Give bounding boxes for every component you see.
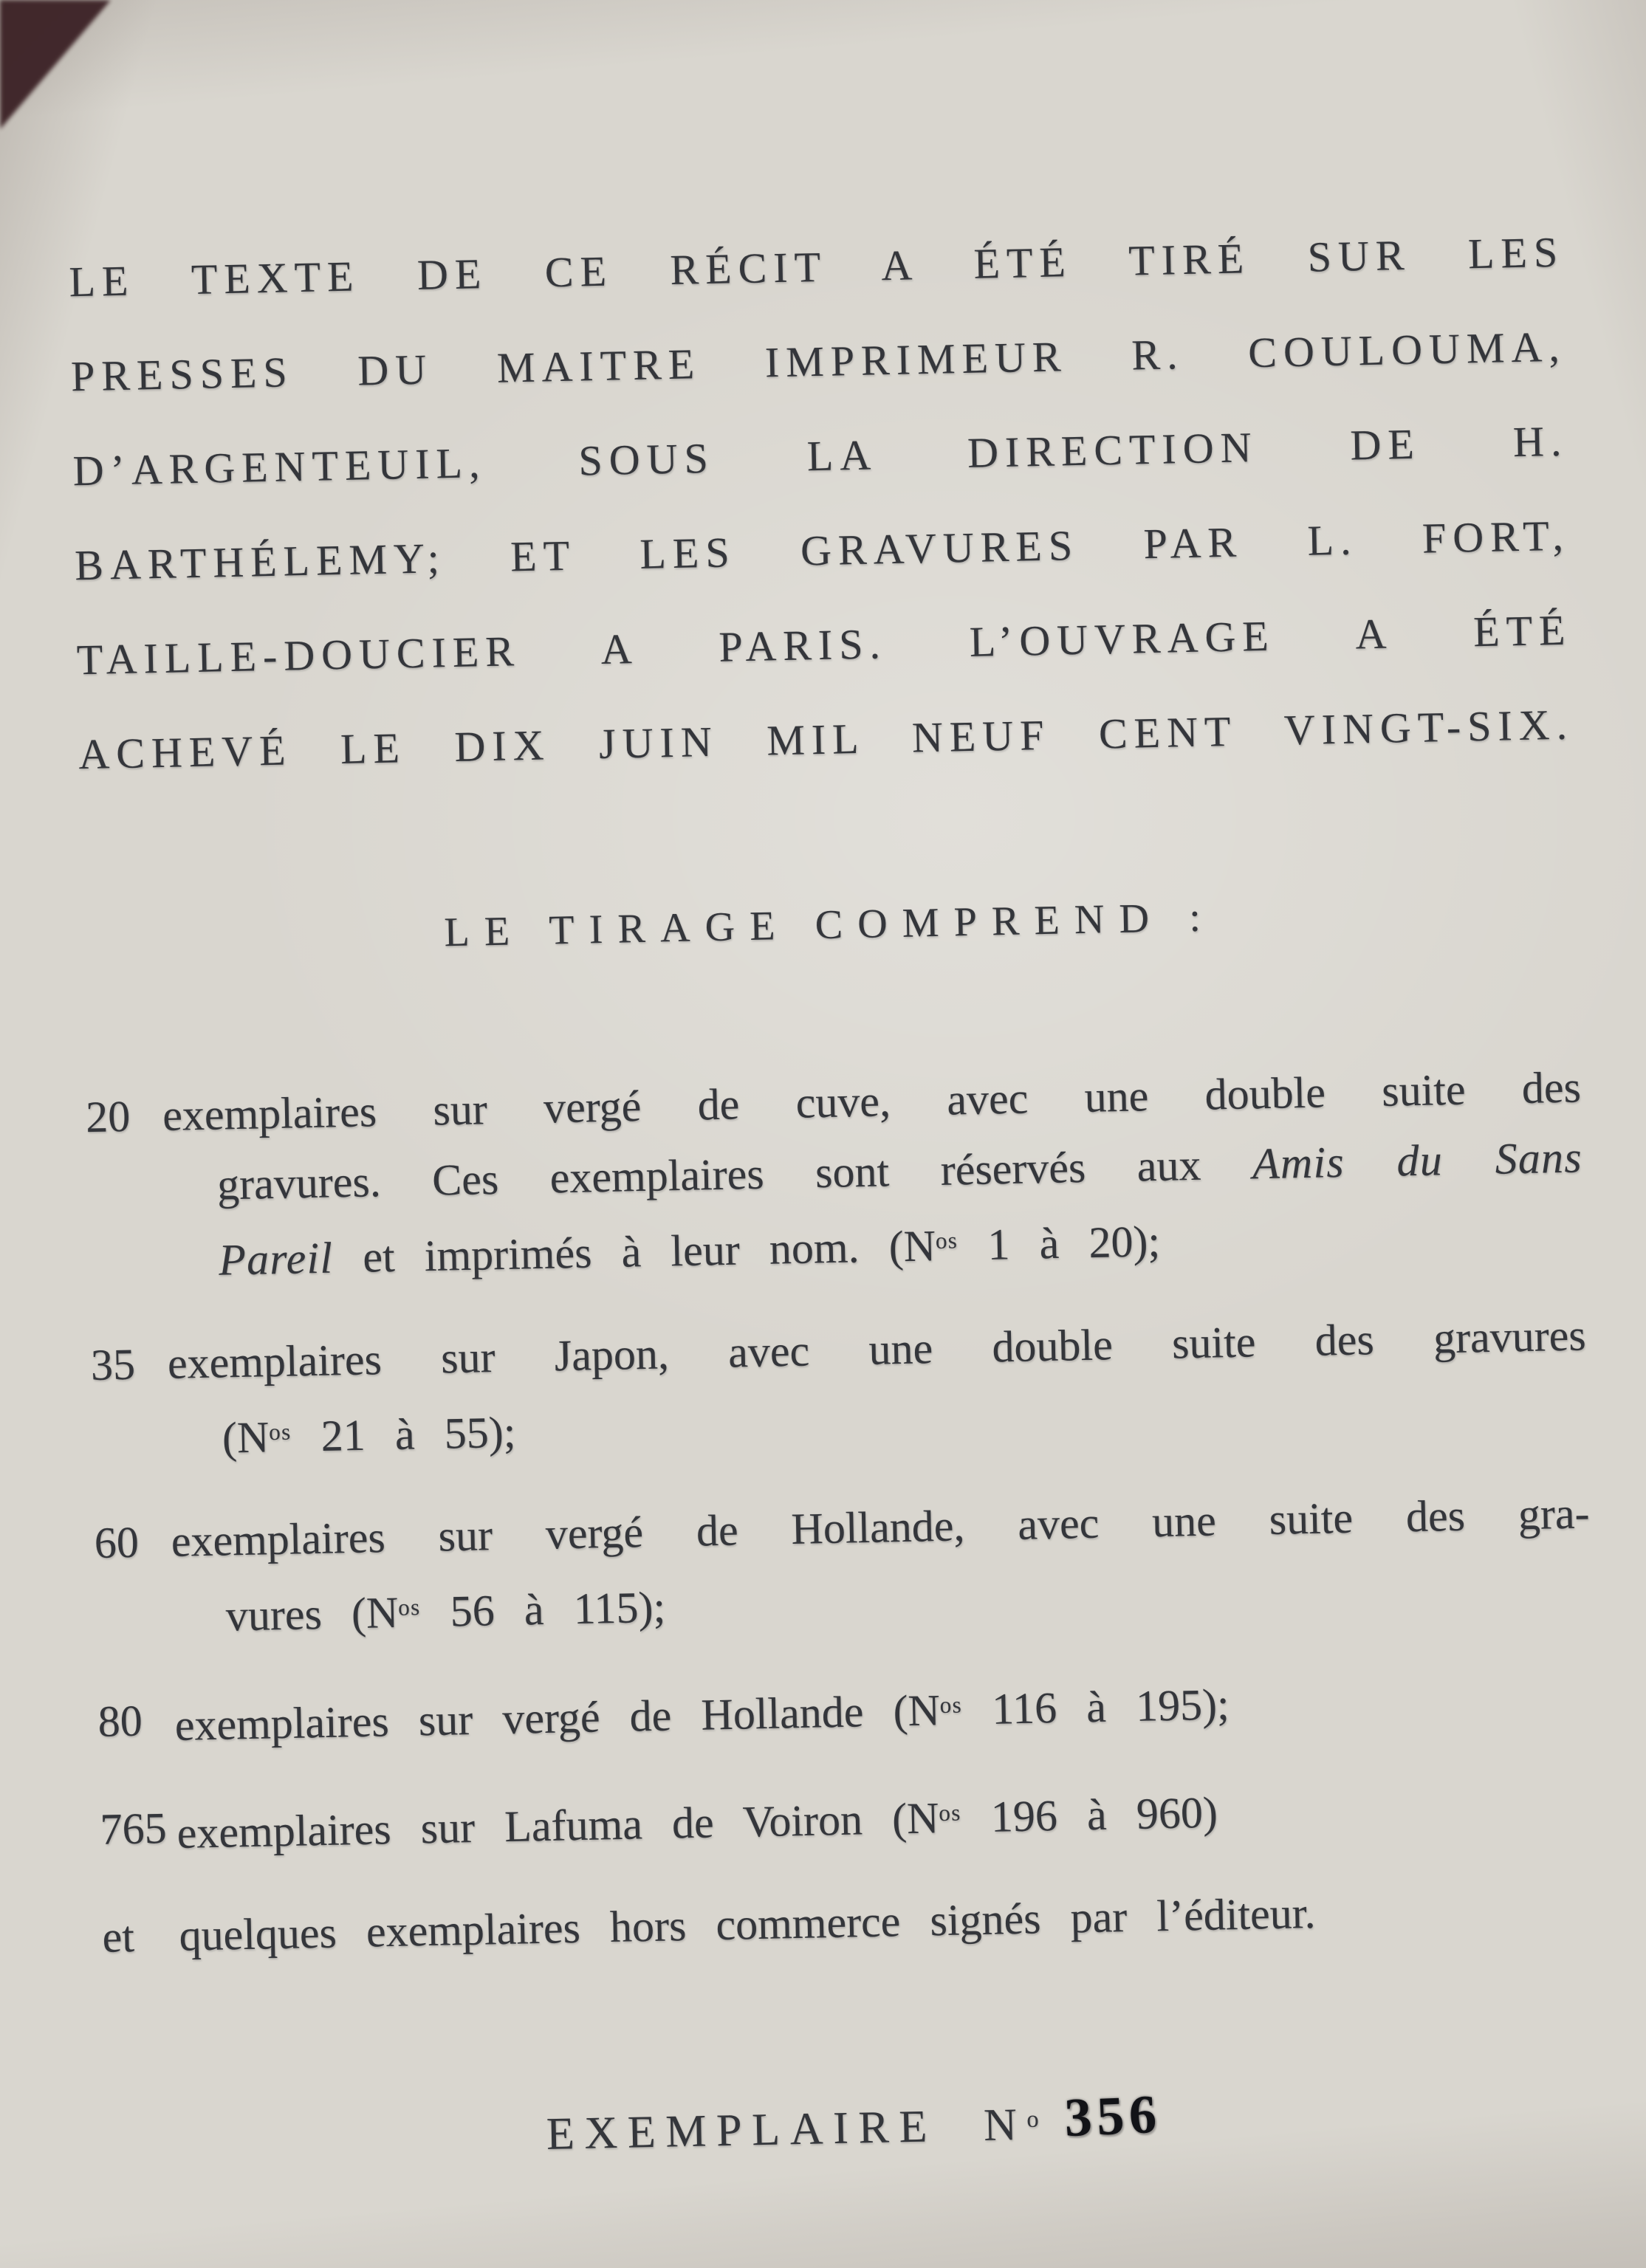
exemplaire-line bbox=[106, 2079, 1602, 2172]
item-count: 35 bbox=[90, 1340, 136, 1390]
item-body bbox=[176, 1764, 1597, 1869]
item-line: gravures. Ces exemplaires sont réservés aux Amis du Sans bbox=[216, 1133, 1583, 1209]
item-line: exemplaires sur Japon, avec une double suite des gravures bbox=[167, 1310, 1587, 1389]
item-count: et bbox=[101, 1912, 135, 1962]
tirage-item bbox=[94, 1479, 1592, 1654]
colophon-line: ACHEVÉ LE DIX JUIN MIL NEUF CENT VINGT-SIX. bbox=[78, 700, 1574, 779]
tirage-item bbox=[85, 1052, 1584, 1298]
item-line: exemplaires sur vergé de Hollande, avec une suite des gra- bbox=[171, 1488, 1591, 1567]
item-body bbox=[174, 1657, 1594, 1761]
item-count: 60 bbox=[94, 1518, 140, 1568]
exemplaire-label: EXEMPLAIRE $N^o$ bbox=[546, 2099, 1040, 2159]
item-line: quelques exemplaires hors commerce signés par l’éditeur. bbox=[178, 1888, 1316, 1960]
item-count: 80 bbox=[97, 1696, 143, 1746]
colophon-line: PRESSES DU MAITRE IMPRIMEUR R. COULOUMA, bbox=[70, 322, 1567, 401]
item-body bbox=[179, 1872, 1599, 1971]
item-body bbox=[162, 1052, 1584, 1296]
tirage-heading: LE TIRAGE COMPREND : bbox=[443, 894, 1216, 956]
item-body bbox=[167, 1301, 1588, 1475]
item-body bbox=[171, 1479, 1592, 1653]
copy-number-stamp: 356 bbox=[1063, 2083, 1163, 2149]
colophon-line: TAILLE-DOUCIER A PARIS. L’OUVRAGE A ÉTÉ bbox=[76, 605, 1573, 684]
colophon-line: LE TEXTE DE CE RÉCIT A ÉTÉ TIRÉ SUR LES bbox=[68, 227, 1565, 306]
tirage-item bbox=[100, 1764, 1597, 1870]
tirage-item bbox=[102, 1872, 1598, 1973]
item-line: exemplaires sur Lafuma de Voiron ($N^{os}$ 196 à 960) bbox=[176, 1787, 1218, 1858]
item-line: exemplaires sur vergé de Hollande ($N^{os}$ 116 à 195); bbox=[174, 1680, 1230, 1750]
item-count: 20 bbox=[85, 1091, 131, 1142]
tirage-list bbox=[85, 1052, 1598, 1972]
tirage-item bbox=[97, 1657, 1594, 1762]
colophon-line: BARTHÉLEMY; ET LES GRAVURES PAR L. FORT, bbox=[74, 511, 1571, 590]
colophon-line: D’ARGENTEUIL, SOUS LA DIRECTION DE H. bbox=[72, 416, 1568, 495]
colophon-paragraph bbox=[68, 205, 1574, 802]
tirage-item bbox=[90, 1301, 1588, 1477]
item-count: 765 bbox=[99, 1803, 168, 1854]
item-line: vures ($N^{os}$ 56 à 115); bbox=[225, 1583, 666, 1641]
item-line: Pareil et imprimés à leur nom. ($N^{os}$ 1 à 20); bbox=[218, 1217, 1161, 1285]
item-line: ($N^{os}$ 21 à 55); bbox=[222, 1407, 517, 1463]
item-line: exemplaires sur vergé de cuve, avec une double suite des bbox=[162, 1062, 1582, 1140]
